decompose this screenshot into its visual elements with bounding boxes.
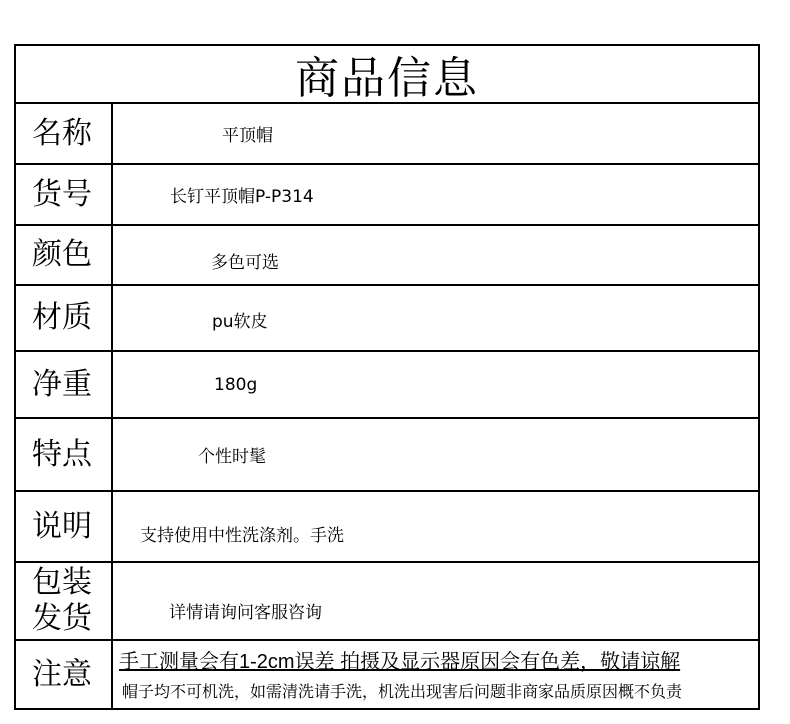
row-value: 多色可选: [211, 252, 279, 273]
row-label: 说明: [16, 492, 113, 561]
row-label-line2: 发货: [32, 601, 92, 636]
row-label: 特点: [16, 419, 113, 490]
row-label: 名称: [16, 104, 113, 163]
notice-line-1: 手工测量会有1-2cm误差 拍摄及显示器原因会有色差，敬请谅解: [119, 651, 681, 673]
row-label-line1: 包装: [32, 565, 92, 600]
row-material: [16, 286, 758, 352]
notice-line-2: 帽子均不可机洗，如需清洗请手洗，机洗出现害后问题非商家品质原因概不负责: [122, 684, 683, 701]
row-net-weight: [16, 352, 758, 419]
row-value: 详情请询问客服咨询: [169, 602, 322, 623]
row-label: 货号: [16, 165, 113, 224]
row-packing-shipping: [16, 563, 758, 641]
row-label: 净重: [16, 352, 113, 417]
row-value: pu软皮: [212, 311, 268, 332]
row-label: [16, 563, 113, 639]
row-notice: [16, 641, 758, 708]
row-item-number: [16, 165, 758, 226]
row-instructions: [16, 492, 758, 563]
row-color: [16, 226, 758, 286]
table-title: 商品信息: [16, 46, 758, 104]
row-value: 支持使用中性洗涤剂。手洗: [140, 526, 344, 546]
row-label: 材质: [16, 286, 113, 350]
row-name: [16, 104, 758, 165]
row-value: 平顶帽: [222, 126, 273, 146]
row-label: 颜色: [16, 226, 113, 284]
row-label: 注意: [16, 641, 113, 708]
row-feature: [16, 419, 758, 492]
product-info-table: [14, 44, 760, 710]
row-value: 长钉平顶帽P-P314: [170, 187, 314, 207]
row-value: 个性时髦: [198, 447, 266, 467]
row-value: 180g: [214, 374, 258, 395]
